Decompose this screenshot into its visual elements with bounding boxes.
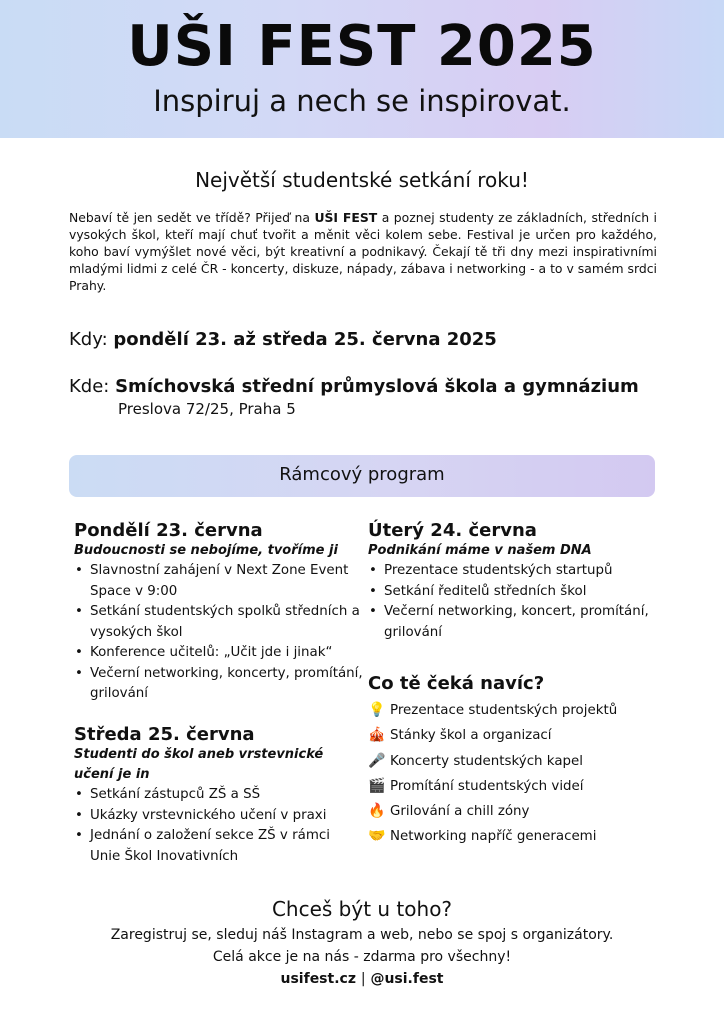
header-banner xyxy=(0,0,724,138)
list-item: • Večerní networking, koncert, promítání, grilování xyxy=(368,602,668,643)
day-motto: Studenti do škol aneb vrstevnické učení je in xyxy=(74,747,324,782)
list-item xyxy=(368,774,668,799)
day-items xyxy=(74,785,364,867)
extra-label: Prezentace studentských projektů xyxy=(390,703,618,718)
where-line xyxy=(69,376,639,397)
program-heading-bar xyxy=(69,455,655,497)
list-item xyxy=(368,723,668,748)
when-label: Kdy: xyxy=(69,329,114,350)
list-item: • Slavnostní zahájení v Next Zone Event Space v 9:00 xyxy=(74,561,364,602)
where-label: Kde: xyxy=(69,376,116,397)
program-heading: Rámcový program xyxy=(279,464,445,485)
list-item: • Prezentace studentských startupů xyxy=(368,561,668,582)
extra-label: Networking napříč generacemi xyxy=(390,829,597,845)
day-monday xyxy=(74,520,364,705)
microphone-icon: 🎤 xyxy=(368,752,386,769)
extras-list xyxy=(368,698,668,850)
list-item xyxy=(368,749,668,774)
day-items xyxy=(74,561,364,705)
extras-section xyxy=(368,673,668,850)
list-item: • Večerní networking, koncerty, promítání, grilování xyxy=(74,664,364,705)
intro-heading: Největší studentské setkání roku! xyxy=(195,168,529,192)
when-value: pondělí 23. až středa 25. června 2025 xyxy=(113,329,497,350)
festival-subtitle: Inspiruj a nech se inspirovat. xyxy=(153,84,571,118)
list-item xyxy=(368,698,668,723)
intro-paragraph xyxy=(69,209,657,294)
intro-festival-name: UŠI FEST xyxy=(314,210,378,225)
day-title: Úterý 24. června xyxy=(368,520,537,541)
list-item: • Ukázky vrstevnického učení v praxi xyxy=(74,806,364,827)
where-value: Smíchovská střední průmyslová škola a gymnázium xyxy=(115,376,639,397)
handshake-icon: 🤝 xyxy=(368,828,386,845)
day-tuesday xyxy=(368,520,668,643)
list-item xyxy=(368,824,668,849)
extras-heading: Co tě čeká navíc? xyxy=(368,673,545,694)
day-items xyxy=(368,561,668,643)
festival-title: UŠI FEST 2025 xyxy=(127,14,597,79)
extra-label: Grilování a chill zóny xyxy=(390,804,530,820)
day-motto: Podnikání máme v našem DNA xyxy=(368,543,592,558)
cta-contacts xyxy=(0,971,724,987)
cta-line-2: Celá akce je na nás - zdarma pro všechny! xyxy=(212,949,512,965)
extra-label: Promítání studentských videí xyxy=(390,778,584,794)
list-item: • Konference učitelů: „Učit jde i jinak“ xyxy=(74,643,364,664)
day-motto: Budoucnosti se nebojíme, tvoříme ji xyxy=(74,543,338,558)
day-title: Středa 25. června xyxy=(74,724,255,745)
day-wednesday xyxy=(74,724,364,867)
list-item: • Jednání o založení sekce ZŠ v rámci Unie Škol Inovativních xyxy=(74,826,364,867)
when-line xyxy=(69,329,497,350)
extra-label: Koncerty studentských kapel xyxy=(390,753,583,769)
cta-line-1: Zaregistruj se, sleduj náš Instagram a web, nebo se spoj s organizátory. xyxy=(110,927,614,943)
lightbulb-icon: 💡 xyxy=(368,702,386,718)
clapperboard-icon: 🎬 xyxy=(368,777,386,794)
list-item: • Setkání studentských spolků středních a vysokých škol xyxy=(74,602,364,643)
instagram-link[interactable]: @usi.fest xyxy=(370,971,444,987)
day-title: Pondělí 23. června xyxy=(74,520,263,541)
website-link[interactable]: usifest.cz xyxy=(280,971,356,987)
intro-text-rest: a poznej studenty ze základních, středních i vysokých škol, kteří mají chuť tvořit a měnit věci kolem sebe. Festival je určen pro každého, koho baví vymýšlet nové věci, být kreativní a podnikavý. Čekají tě tři dny mezi inspirativními mladými lidmi z celé ČR - koncerty, diskuze, nápady, zábava i networking - a to v samém srdci Prahy. xyxy=(69,210,657,293)
circus-tent-icon: 🎪 xyxy=(368,727,386,744)
list-item xyxy=(368,799,668,824)
list-item: • Setkání zástupců ZŠ a SŠ xyxy=(74,785,364,806)
fire-icon: 🔥 xyxy=(368,803,386,820)
extra-label: Stánky škol a organizací xyxy=(390,728,552,744)
where-address: Preslova 72/25, Praha 5 xyxy=(118,400,296,418)
separator: | xyxy=(360,971,366,987)
cta-heading: Chceš být u toho? xyxy=(271,897,453,921)
list-item: • Setkání ředitelů středních škol xyxy=(368,582,668,603)
intro-text-start: Nebaví tě jen sedět ve třídě? Přijeď na xyxy=(69,210,315,225)
